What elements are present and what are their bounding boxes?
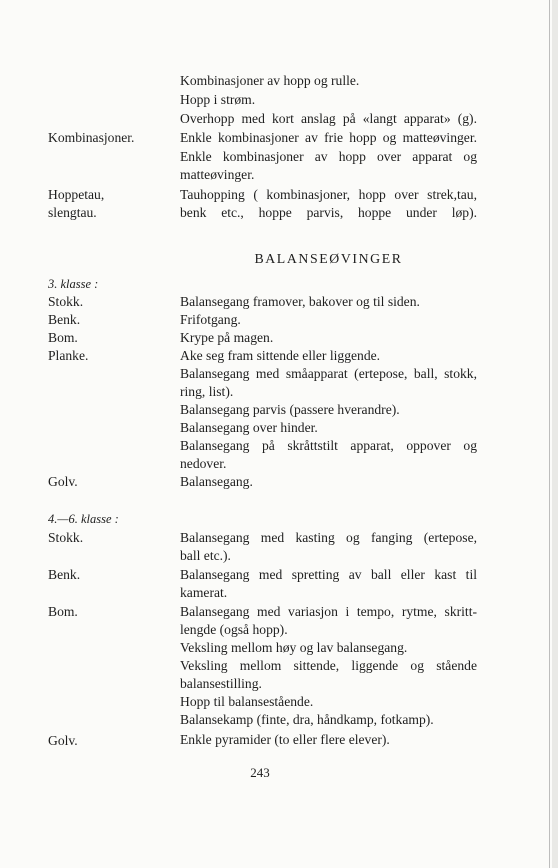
- text-line: Frifotgang.: [180, 312, 241, 327]
- margin-label: Golv.: [48, 474, 78, 489]
- text-line: Balansegang på skråttstilt apparat, oppover og: [180, 438, 477, 453]
- text-line: Balansegang med spretting av ball eller kast til: [180, 567, 477, 582]
- text-line: kamerat.: [180, 585, 228, 600]
- margin-label: Kombinasjoner.: [48, 130, 135, 145]
- text-line: Balansekamp (finte, dra, håndkamp, fotkamp).: [180, 712, 434, 727]
- text-line: Enkle pyramider (to eller flere elever).: [180, 732, 390, 747]
- text-line: ball etc.).: [180, 548, 231, 563]
- text-line: Veksling mellom høy og lav balansegang.: [180, 640, 408, 655]
- margin-label: Bom.: [48, 604, 78, 619]
- margin-label: Stokk.: [48, 294, 84, 309]
- text-line: Balansegang over hinder.: [180, 420, 318, 435]
- margin-label: slengtau.: [48, 205, 97, 220]
- text-line: Enkle kombinasjoner av frie hopp og matteøvinger.: [180, 130, 477, 145]
- page-edge: [549, 0, 550, 868]
- text-line: Balansegang med variasjon i tempo, rytme, skritt-: [180, 604, 477, 619]
- text-line: matteøvinger.: [180, 167, 255, 182]
- class-subheading: 4.—6. klasse :: [48, 512, 119, 526]
- margin-label: Hoppetau,: [48, 187, 105, 202]
- text-line: balansestilling.: [180, 676, 262, 691]
- text-line: benk etc., hoppe parvis, hoppe under løp).: [180, 205, 477, 220]
- text-line: Tauhopping ( kombinasjoner, hopp over strek,tau,: [180, 187, 477, 202]
- text-line: Veksling mellom sittende, liggende og stående: [180, 658, 477, 673]
- text-line: Balansegang parvis (passere hverandre).: [180, 402, 400, 417]
- text-line: Balansegang framover, bakover og til siden.: [180, 294, 420, 309]
- margin-label: Stokk.: [48, 530, 84, 545]
- page-edge-shadow: [552, 0, 558, 868]
- margin-label: Bom.: [48, 330, 78, 345]
- margin-label: Golv.: [48, 733, 78, 748]
- text-line: Overhopp med kort anslag på «langt apparat» (g).: [180, 111, 477, 126]
- text-line: Ake seg fram sittende eller liggende.: [180, 348, 381, 363]
- text-line: Hopp til balansestående.: [180, 694, 314, 709]
- text-line: Balansegang med kasting og fanging (ertepose,: [180, 530, 477, 545]
- margin-label: Benk.: [48, 312, 81, 327]
- text-line: ring, list).: [180, 384, 234, 399]
- text-line: Krype på magen.: [180, 330, 274, 345]
- text-line: lengde (også hopp).: [180, 622, 288, 637]
- text-line: Balansegang med småapparat (ertepose, ball, stokk,: [180, 366, 477, 381]
- section-title: BALANSEØVINGER: [254, 251, 403, 266]
- text-line: Enkle kombinasjoner av hopp over apparat og: [180, 149, 477, 164]
- text-line: Kombinasjoner av hopp og rulle.: [180, 73, 360, 88]
- margin-label: Planke.: [48, 348, 89, 363]
- margin-label: Benk.: [48, 567, 81, 582]
- page-number: 243: [250, 765, 270, 780]
- text-line: Balansegang.: [180, 474, 253, 489]
- class-subheading: 3. klasse :: [48, 277, 99, 291]
- text-line: Hopp i strøm.: [180, 92, 256, 107]
- text-line: nedover.: [180, 456, 227, 471]
